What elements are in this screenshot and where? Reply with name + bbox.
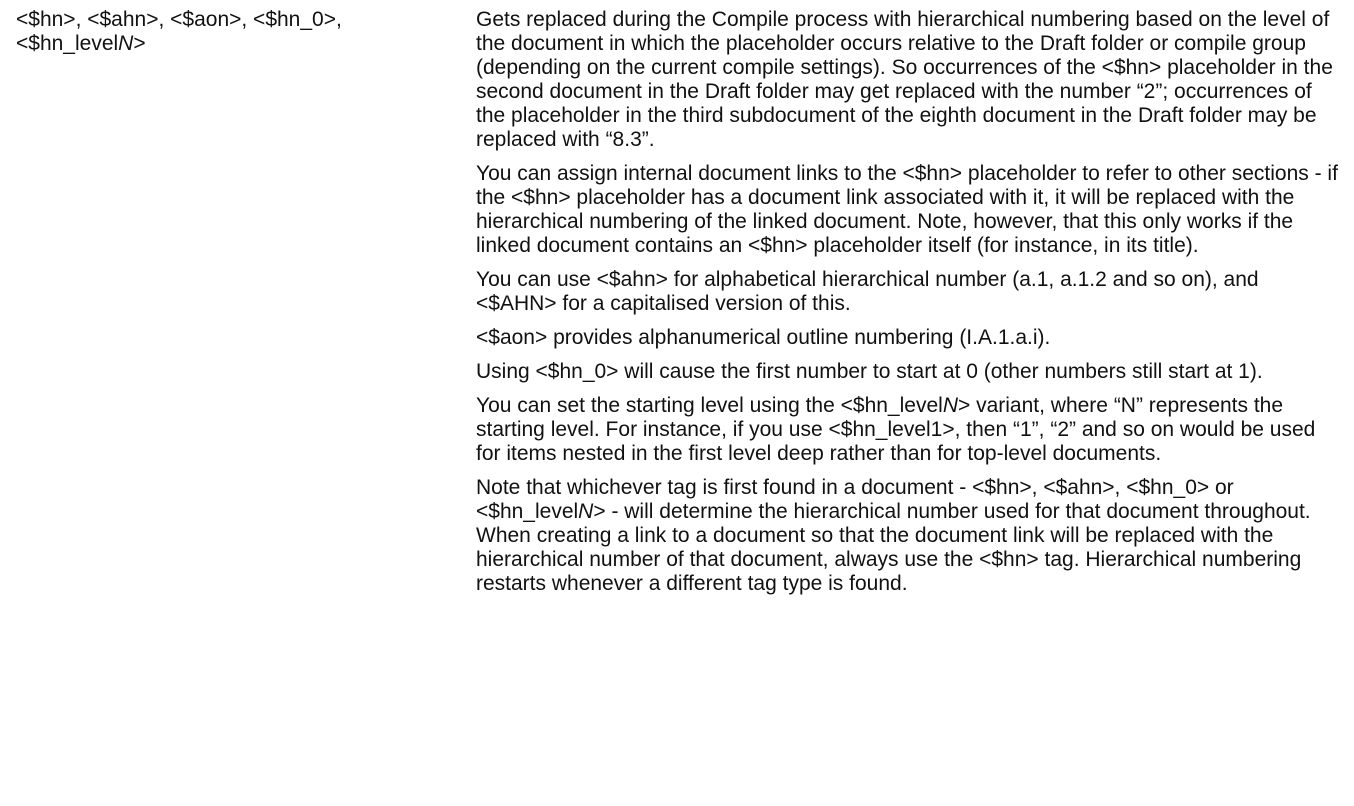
description-paragraph-2: You can assign internal document links to the <$hn> placeholder to refer to other sections - if the <$hn> placeholder has a document link associated with it, it will be replaced with the hierarchical numbering of the linked document. Note, however, that this only works if the linked document contains an <$hn> placeholder itself (for instance, in its title). [476, 162, 1338, 257]
paragraph-6-text-b: > variant, where “N” represents the starting level. For instance, if you use <$hn_level1>, then “1”, “2” and so on would be used for items nested in the first level deep rather than for top-level documents. [476, 394, 1316, 465]
paragraph-6-text-a: You can set the starting level using the <$hn_level [476, 394, 943, 417]
paragraph-7-text-a: Note that whichever tag is first found in a document - <$hn>, <$ahn>, <$hn_0> or <$hn_level [476, 476, 1234, 523]
term-italic: N [118, 32, 134, 55]
term-suffix: > [133, 32, 146, 55]
description-paragraph-6 [476, 394, 1344, 466]
definition-row [0, 8, 1354, 806]
description-paragraph-5: Using <$hn_0> will cause the first number to start at 0 (other numbers still start at 1). [476, 360, 1263, 383]
description-paragraph-3: You can use <$ahn> for alphabetical hierarchical number (a.1, a.1.2 and so on), and <$AHN> for a capitalised version of this. [476, 268, 1259, 315]
paragraph-6-italic: N [942, 394, 958, 417]
term-text: <$hn>, <$ahn>, <$aon>, <$hn_0>, <$hn_level [16, 8, 342, 55]
description-column [476, 8, 1344, 596]
description-paragraph-4: <$aon> provides alphanumerical outline numbering (I.A.1.a.i). [476, 326, 1051, 349]
placeholder-term [16, 8, 456, 56]
paragraph-7-text-b: > - will determine the hierarchical number used for that document throughout. When creating a link to a document so that the document link will be replaced with the hierarchical number of that document, always use the <$hn> tag. Hierarchical numbering restarts whenever a different tag type is found. [476, 500, 1311, 595]
term-column [16, 8, 456, 56]
description-paragraph-7 [476, 476, 1344, 596]
description-paragraph-1: Gets replaced during the Compile process with hierarchical numbering based on the level of the document in which the placeholder occurs relative to the Draft folder or compile group (depending on the current compile settings). So occurrences of the <$hn> placeholder in the second document in the Draft folder may get replaced with the number “2”; occurrences of the placeholder in the third subdocument of the eighth document in the Draft folder may be replaced with “8.3”. [476, 8, 1333, 151]
paragraph-7-italic: N [578, 500, 594, 523]
